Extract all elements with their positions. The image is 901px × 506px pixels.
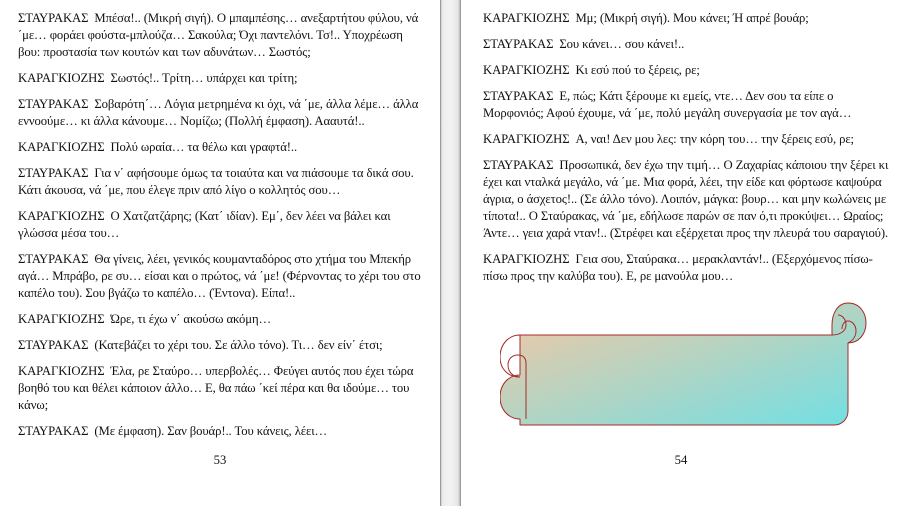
dialogue-line: [483, 10, 889, 27]
page-number: 53: [213, 453, 227, 467]
speaker-name: ΚΑΡΑΓΚΙΟΖΗΣ: [18, 312, 105, 326]
dialogue-line: [18, 10, 422, 61]
speaker-name: ΚΑΡΑΓΚΙΟΖΗΣ: [18, 209, 105, 223]
speaker-name: ΣΤΑΥΡΑΚΑΣ: [483, 158, 554, 172]
dialogue-line: [483, 131, 889, 148]
speaker-name: ΚΑΡΑΓΚΙΟΖΗΣ: [483, 132, 570, 146]
dialogue-line: [483, 88, 889, 122]
line-text: Έλα, ρε Σταύρο… υπερβολές… Φεύγει αυτός που έχει τώρα βοηθό του και θέλει κάποιον άλλο… Ε, θα πάω ΄κεί πέρα και θα ιδούμε… του κάνω;: [18, 364, 414, 412]
scroll-left-curl: [500, 335, 520, 377]
speaker-name: ΚΑΡΑΓΚΙΟΖΗΣ: [18, 140, 105, 154]
left-page-text: [18, 10, 422, 440]
speaker-name: ΣΤΑΥΡΑΚΑΣ: [483, 89, 554, 103]
line-text: Κι εσύ πού το ξέρεις, ρε;: [575, 63, 700, 77]
dialogue-line: [483, 251, 889, 285]
dialogue-line: [18, 96, 422, 130]
dialogue-line: [18, 208, 422, 242]
line-text: Γεια σου, Σταύρακα… μερακλαντάν!.. (Εξερχόμενος πίσω-πίσω προς την καλύβα του). Ε, ρε μανούλα μου…: [483, 252, 873, 283]
dialogue-line: [18, 423, 422, 440]
dialogue-line: [18, 165, 422, 199]
line-text: (Κατεβάζει το χέρι του. Σε άλλο τόνο). Τι… δεν είν΄ έτσι;: [94, 338, 383, 352]
speaker-name: ΚΑΡΑΓΚΙΟΖΗΣ: [18, 364, 105, 378]
dialogue-line: [18, 363, 422, 414]
line-text: Θα γίνεις, λέει, γενικός κουμανταδόρος στο χτήμα του Μπεκήρ αγά… Μπράβο, ρε συ… είσαι και ο πρώτος, νά ΄με! (Φέρνοντας το χέρι του στο καπέλο του). Σου βγάζω το καπέλο… (Έντονα). Είπα!..: [18, 252, 421, 300]
right-page: [461, 0, 901, 506]
speaker-name: ΚΑΡΑΓΚΙΟΖΗΣ: [483, 63, 570, 77]
line-text: Ο Χατζατζάρης; (Κατ΄ ιδίαν). Εμ΄, δεν λέει να βάλει και γλώσσα μέσα του…: [18, 209, 391, 240]
scroll-banner-icon: [500, 295, 870, 437]
line-text: Σου κάνει… σου κάνει!..: [559, 37, 685, 51]
dialogue-line: [18, 337, 422, 354]
line-text: Προσωπικά, δεν έχω την τιμή… Ο Ζαχαρίας κάποιου την ξέρει κι έχει και νταλκά μεγάλο, νά ΄με. Μια φορά, λέει, την είδε και φόρτωσε καψούρα άγρια, ο άσχετος!.. (Σε άλλο τόνο). Λοιπόν, μάγκα: βουρ… και μην κωλώνεις με τίποτα!.. Ο Σταύρακας, νά ΄με, εδήλωσε παρών σε παν ό,τι προκύψει… Ωραίος; Άντε… γεια χαρά νταν!.. (Στρέφει και εξέρχεται προς την πλευρά του σαραγιού).: [483, 158, 889, 240]
page-edge: [440, 0, 441, 506]
line-text: Για ν΄ αφήσουμε όμως τα τοιαύτα και να πιάσουμε τα δικά σου. Κάτι άκουσα, νά ΄με, που έλεγε πριν από λίγο ο κολλητός σου…: [18, 166, 414, 197]
speaker-name: ΣΤΑΥΡΑΚΑΣ: [18, 166, 89, 180]
right-page-text: [483, 10, 889, 285]
line-text: Πολύ ωραία… τα θέλω και γραφτά!..: [110, 140, 298, 154]
dialogue-line: [18, 251, 422, 302]
line-text: (Με έμφαση). Σαν βουάρ!.. Του κάνεις, λέει…: [94, 424, 328, 438]
dialogue-line: [483, 36, 889, 53]
dialogue-line: [18, 70, 422, 87]
scroll-body: [500, 303, 866, 425]
left-page: [0, 0, 440, 506]
book-gutter: [440, 0, 461, 506]
speaker-name: ΚΑΡΑΓΚΙΟΖΗΣ: [483, 11, 570, 25]
dialogue-line: [18, 139, 422, 156]
speaker-name: ΣΤΑΥΡΑΚΑΣ: [18, 11, 89, 25]
speaker-name: ΣΤΑΥΡΑΚΑΣ: [483, 37, 554, 51]
dialogue-line: [483, 62, 889, 79]
line-text: Α, ναι! Δεν μου λες: την κόρη του… την ξέρεις εσύ, ρε;: [575, 132, 854, 146]
dialogue-line: [18, 311, 422, 328]
line-text: Σωστός!.. Τρίτη… υπάρχει και τρίτη;: [110, 71, 298, 85]
speaker-name: ΣΤΑΥΡΑΚΑΣ: [18, 97, 89, 111]
speaker-name: ΣΤΑΥΡΑΚΑΣ: [18, 424, 89, 438]
line-text: Σοβαρότη΄… Λόγια μετρημένα κι όχι, νά ΄με, άλλα λέμε… άλλα εννοούμε… κι άλλα κάνουμε… Νομίζω; (Πολλή έμφαση). Αααυτά!..: [18, 97, 419, 128]
speaker-name: ΚΑΡΑΓΚΙΟΖΗΣ: [483, 252, 570, 266]
speaker-name: ΣΤΑΥΡΑΚΑΣ: [18, 252, 89, 266]
speaker-name: ΚΑΡΑΓΚΙΟΖΗΣ: [18, 71, 105, 85]
line-text: Ώρε, τι έχω ν΄ ακούσω ακόμη…: [110, 312, 272, 326]
line-text: Ε, πώς; Κάτι ξέρουμε κι εμείς, ντε… Δεν σου τα είπε ο Μορφονιός; Αφού έχουμε, νά ΄με, πολύ μεγάλη συνεργασία με τον αγά…: [483, 89, 852, 120]
line-text: Μπέσα!.. (Μικρή σιγή). Ο μπαμπέσης… ανεξαρτήτου φύλου, νά ΄με… φοράει φούστα-μπλούζα… Σακούλα; Όχι παντελόνι. Τσ!.. Υποχρέωση βου: προστασία των κουτών και των αδυνάτων… Σωστός;: [18, 11, 419, 59]
page-number: 54: [674, 453, 688, 467]
dialogue-line: [483, 157, 889, 242]
line-text: Μμ; (Μικρή σιγή). Μου κάνει; Ή απρέ βουάρ;: [575, 11, 809, 25]
speaker-name: ΣΤΑΥΡΑΚΑΣ: [18, 338, 89, 352]
